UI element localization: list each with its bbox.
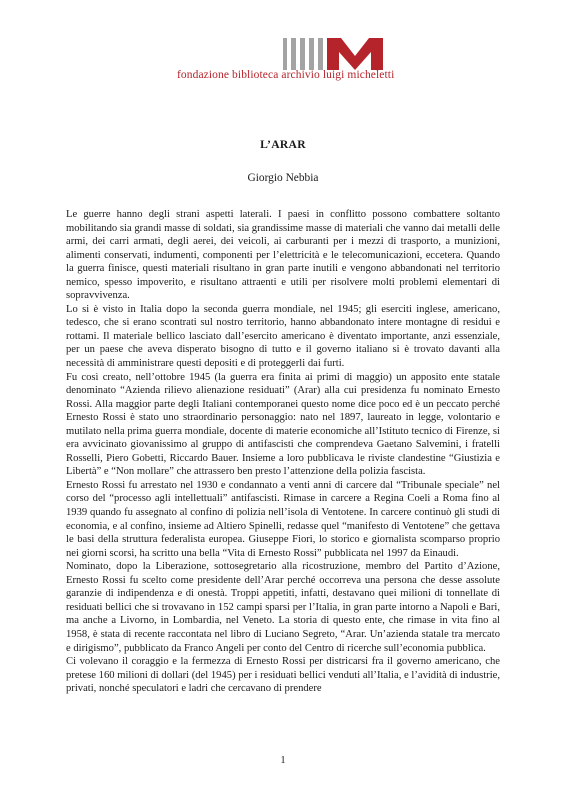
logo-bar: [318, 38, 323, 70]
logo-text: fondazione biblioteca archivio luigi micheletti: [177, 69, 395, 81]
paragraph: Nominato, dopo la Liberazione, sottosegretario alla ricostruzione, membro del Partito d’Azione, Ernesto Rossi fu scelto come presidente dell’Arar perché occorreva una persona che desse assolute garanzie di indipendenza e di onestà. Troppi appetiti, infatti, destavano quei milioni di tonnellate di residuati bellici che si trovavano in 152 campi sparsi per l’Italia, in gran parte intorno a Napoli e Bari, ma anche a Livorno, in Lombardia, nel Veneto. La storia di questo ente, che rimase in vita fino al 1958, è stata di recente raccontata nel libro di Luciano Segreto, “Arar. Un’azienda statale tra mercato e dirigismo”, pubblicato da Franco Angeli per conto del Centro di ricerche sull’economia pubblica.: [66, 561, 500, 654]
paragraph: Fu così creato, nell’ottobre 1945 (la guerra era finita ai primi di maggio) un apposito ente statale denominato “Azienda rilievo alienazione residuati” (Arar) alla cui presidenza fu nominato Ernesto Rossi. Alla maggior parte degli Italiani contemporanei questo nome dice poco ed è un peccato perché Ernesto Rossi è stato uno straordinario personaggio: nato nel 1897, laureato in legge, volontario e mutilato nella prima guerra mondiale, docente di materie economiche all’Istituto tecnico di Firenze, si era avvicinato giovanissimo al gruppo di antifascisti che comprendeva Gaetano Salvemini, i fratelli Rosselli, Piero Gobetti, Riccardo Bauer. Insieme a loro pubblicava le riviste clandestine “Giustizia e Libertà” e “Non mollare” che attrassero ben presto l’attenzione della polizia fascista.: [66, 371, 500, 478]
paragraph: Le guerre hanno degli strani aspetti laterali. I paesi in conflitto possono combattere soltanto mobilitando sia grandi masse di soldati, sia grandissime masse di materiali che vanno dai metalli delle armi, dei carri armati, degli aerei, dei veicoli, ai carburanti per i mezzi di trasporto, a munizioni, alimenti conservati, indumenti, componenti per l’elettricità e le telecomunicazioni, eccetera. Quando la guerra finisce, questi materiali risultano in gran parte inutili e vengono abbandonati nel territorio nemico, spesso impoverito, e risultano attraenti e utili per risolvere molti problemi elementari di sopravvivenza.: [66, 209, 500, 302]
logo-bar: [291, 38, 296, 70]
paragraph: Ci volevano il coraggio e la fermezza di Ernesto Rossi per districarsi fra il governo americano, che pretese 160 milioni di dollari (del 1945) per i residuati bellici venduti all’Italia, e l’avidità di industrie, privati, nonché speculatori e ladri che cercavano di prendere: [66, 656, 500, 695]
logo-m-icon: [327, 38, 383, 70]
logo-bar: [309, 38, 314, 70]
article-body: [66, 208, 500, 696]
document-author: Giorgio Nebbia: [247, 172, 319, 184]
paragraph: Lo si è visto in Italia dopo la seconda guerra mondiale, nel 1945; gli eserciti inglese, americano, tedesco, che si erano scontrati sul nostro territorio, hanno abbandonato intere montagne di residui e rottami. Il materiale bellico lasciato dall’esercito americano è diventato importante, anzi essenziale, per un paese che aveva disperato bisogno di tutto e il governo italiano si è trovato davanti alla necessità di amministrare questi depositi e di proteggerli dai furti.: [66, 303, 500, 370]
paragraph: Ernesto Rossi fu arrestato nel 1930 e condannato a venti anni di carcere dal “Tribunale speciale” nel corso del “processo agli intellettuali” antifascisti. Rimase in carcere a Regina Coeli a Roma fino al 1939 quando fu assegnato al confino di polizia nell’isola di Ventotene. In carcere continuò gli studi di economia, e al confino, insieme ad Altiero Spinelli, redasse quel “manifesto di Ventotene” che gettava le basi della struttura federalista europea. Giuseppe Fiori, lo storico e giornalista scomparso proprio nei giorni scorsi, ha scritto una bella “Vita di Ernesto Rossi” pubblicata nel 1997 da Einaudi.: [66, 479, 500, 559]
page-number: 1: [280, 755, 286, 766]
logo-bar: [300, 38, 305, 70]
logo-bar: [283, 38, 287, 70]
document-title: L’ARAR: [260, 138, 306, 151]
micheletti-logo: [283, 38, 383, 70]
